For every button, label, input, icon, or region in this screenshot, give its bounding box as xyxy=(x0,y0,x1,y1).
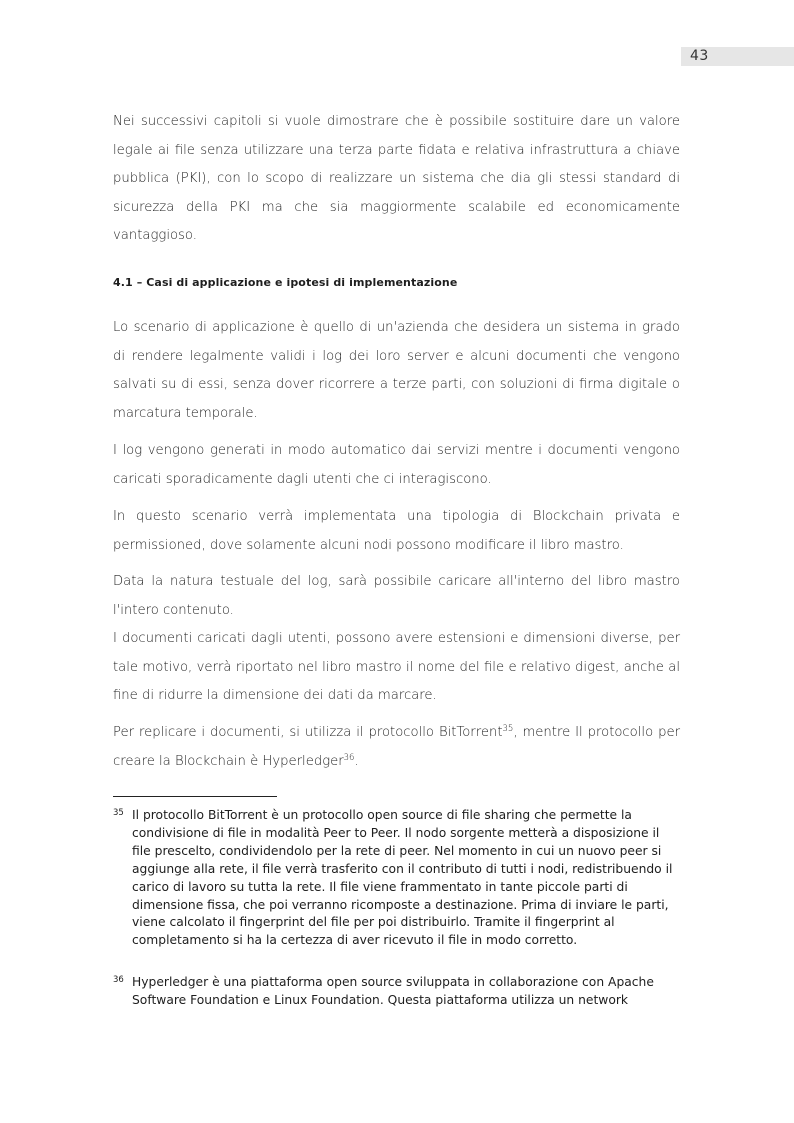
footnote-mark: 35 xyxy=(113,808,124,818)
section-heading: 4.1 – Casi di applicazione e ipotesi di implementazione xyxy=(113,276,458,289)
paragraph-log-content: Data la natura testuale del log, sarà possibile caricare all'interno del libro mastro l'intero contenuto. xyxy=(113,574,680,618)
footnote-mark: 36 xyxy=(113,975,124,985)
protocols-text-1: Per replicare i documenti, si utilizza il protocollo BitTorrent xyxy=(113,725,503,740)
paragraph-user-documents: I documenti caricati dagli utenti, possono avere estensioni e dimensioni diverse, per tale motivo, verrà riportato nel libro mastro il nome del file e relativo digest, anche al fine di ridurre la dimensione dei dati da marcare. xyxy=(113,631,680,704)
intro-paragraph: Nei successivi capitoli si vuole dimostrare che è possibile sostituire dare un valore legale ai file senza utilizzare una terza parte fidata e relativa infrastruttura a chiave pubblica (PKI), con lo scopo di realizzare un sistema che dia gli stessi standard di sicurezza della PKI ma che sia maggiormente scalabile ed economicamente vantaggioso. xyxy=(113,114,680,244)
paragraph-blockchain-type: In questo scenario verrà implementata una tipologia di Blockchain privata e permissioned, dove solamente alcuni nodi possono modificare il libro mastro. xyxy=(113,509,680,553)
paragraph-scenario: Lo scenario di applicazione è quello di un'azienda che desidera un sistema in grado di rendere legalmente validi i log dei loro server e alcuni documenti che vengono salvati su di essi, senza dover ricorrere a terze parti, con soluzioni di firma digitale o marcatura temporale. xyxy=(113,320,680,421)
protocols-text-2: , mentre Il protocollo per creare la Blockchain è Hyperledger xyxy=(113,725,680,769)
paragraph-protocols xyxy=(113,719,680,776)
footnote-ref-36[interactable]: 36 xyxy=(343,752,355,763)
footnote-separator xyxy=(113,796,277,797)
protocols-text-3: . xyxy=(354,753,359,769)
footnote-text: Il protocollo BitTorrent è un protocollo open source di file sharing che permette la condivisione di file in modalità Peer to Peer. Il nodo sorgente metterà a disposizione il file prescelto, condividendolo per la rete di peer. Nel momento in cui un nuovo peer si aggiunge alla rete, il file verrà trasferito con il contributo di tutti i nodi, redistribuendo il carico di lavoro su tutta la rete. Il file viene frammentato in tante piccole parti di dimensione fissa, che poi verranno ricomposte a destinazione. Prima di inviare le parti, viene calcolato il fingerprint del file per poi distribuirlo. Tramite il fingerprint al completamento si ha la certezza di aver ricevuto il file in modo corretto. xyxy=(132,808,673,948)
footnote-ref-35[interactable]: 35 xyxy=(502,724,514,734)
page-number: 43 xyxy=(690,48,709,64)
footnote-35 xyxy=(113,807,680,950)
footnote-text: Hyperledger è una piattaforma open source sviluppata in collaborazione con Apache Software Foundation e Linux Foundation. Questa piattaforma utilizza un network xyxy=(132,975,654,1007)
paragraph-logs: I log vengono generati in modo automatico dai servizi mentre i documenti vengono caricati sporadicamente dagli utenti che ci interagiscono. xyxy=(113,443,680,487)
footnote-36 xyxy=(113,974,680,1010)
